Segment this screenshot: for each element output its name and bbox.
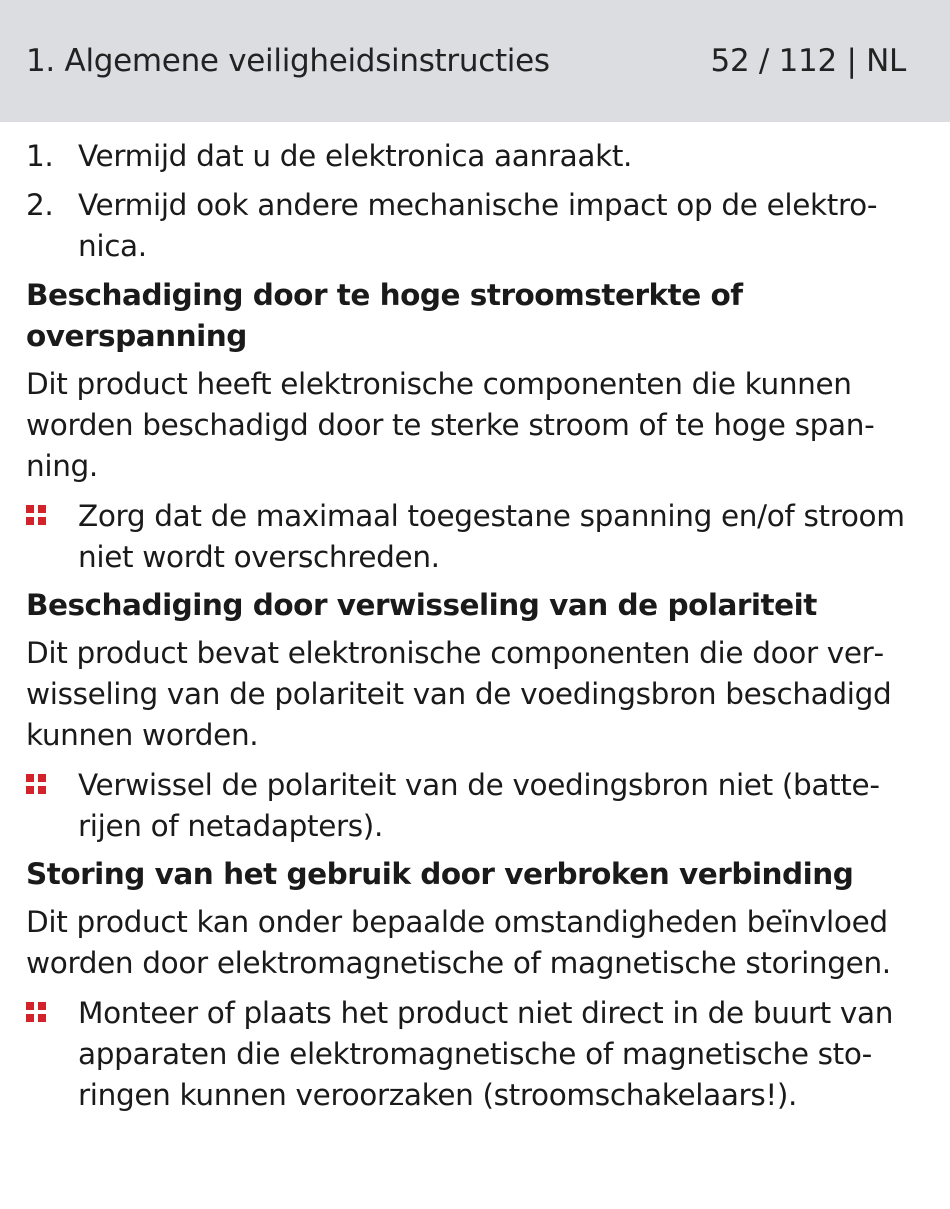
red-square-grid-icon [26, 1002, 46, 1022]
bullet-item [26, 993, 920, 1116]
section-interference [26, 854, 920, 1116]
bullet-item [26, 765, 920, 847]
section-heading: Storing van het gebruik door verbroken verbinding [26, 857, 854, 891]
bullet-text: Monteer of plaats het product niet direct in de buurt van apparaten die elektromagnetische of magnetische storingen kunnen veroorzaken (stroomschakelaars!). [78, 996, 894, 1112]
red-square-grid-icon [26, 505, 46, 525]
step-list [26, 136, 920, 267]
section-overcurrent [26, 275, 920, 578]
section-heading: Beschadiging door verwisseling van de polariteit [26, 588, 817, 622]
bullet-text: Verwissel de polariteit van de voedingsbron niet (batterijen of netadapters). [78, 768, 880, 843]
page-content [0, 122, 950, 1116]
section-heading: Beschadiging door te hoge stroomsterkte of overspanning [26, 278, 743, 353]
section-title: 1. Algemene veiligheidsinstructies [26, 43, 550, 79]
bullet-text: Zorg dat de maximaal toegestane spanning en/of stroom niet wordt overschreden. [78, 499, 905, 574]
red-square-grid-icon [26, 774, 46, 794]
bullet-item [26, 496, 920, 578]
section-paragraph: Dit product heeft elektronische componenten die kunnen worden beschadigd door te sterke stroom of te hoge spanning. [26, 367, 875, 483]
step-text: Vermijd ook andere mechanische impact op de elektronica. [78, 188, 878, 263]
section-paragraph: Dit product kan onder bepaalde omstandigheden beïnvloed worden door elektromagnetische of magnetische storingen. [26, 905, 891, 980]
step-item [26, 136, 920, 177]
section-polarity [26, 585, 920, 847]
page-header [0, 0, 950, 122]
section-paragraph: Dit product bevat elektronische componenten die door verwisseling van de polariteit van de voedingsbron beschadigd kunnen worden. [26, 636, 892, 752]
step-number: 1. [26, 139, 54, 173]
step-text: Vermijd dat u de elektronica aanraakt. [78, 139, 633, 173]
step-item [26, 185, 920, 267]
step-number: 2. [26, 188, 54, 222]
page-number: 52 / 112 | NL [710, 43, 906, 79]
